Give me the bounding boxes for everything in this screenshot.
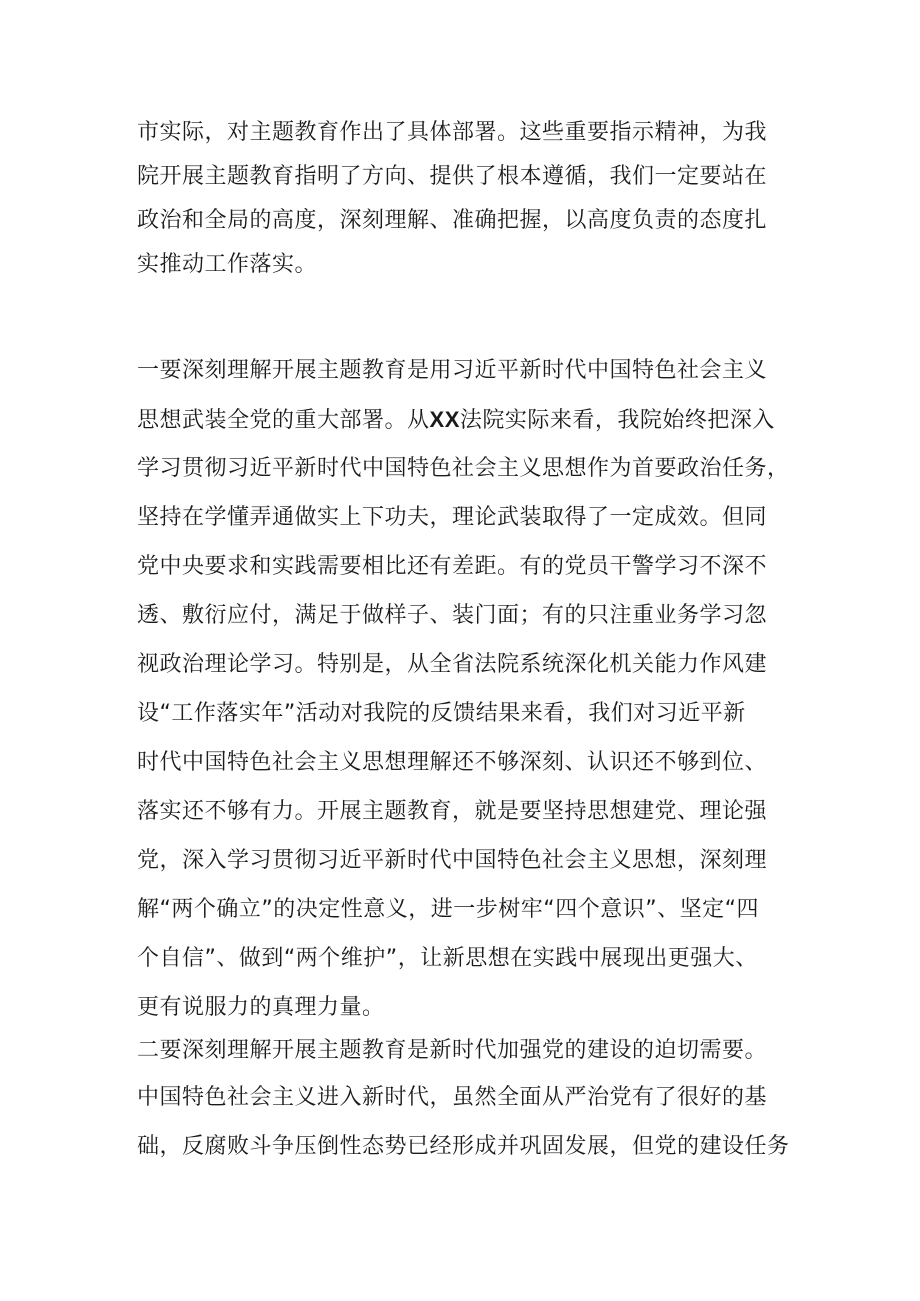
intro-line-2: 院开展主题教育指明了方向、提供了根本遵循，我们一定要站在 — [137, 164, 768, 189]
section1-line-2-end: 法院实际来看，我院始终把深入 — [459, 408, 775, 433]
section1-line-11: 党，深入学习贯彻习近平新时代中国特色社会主义思想，深刻理 — [137, 848, 768, 873]
section2-line-3: 础，反腐败斗争压倒性态势已经形成并巩固发展，但党的建设任务 — [137, 1134, 790, 1159]
section1-line-2 — [137, 404, 775, 436]
section1-line-4: 坚持在学懂弄通做实上下功夫，理论武装取得了一定成效。但同 — [137, 505, 768, 530]
section1-line-14: 更有说服力的真理力量。 — [137, 995, 385, 1020]
section1-line-13: 个自信”、做到“两个维护”，让新思想在实践中展现出更强大、 — [137, 946, 758, 971]
section1-line-10: 落实还不够有力。开展主题教育，就是要坚持思想建党、理论强 — [137, 799, 768, 824]
section1-line-5: 党中央要求和实践需要相比还有差距。有的党员干警学习不深不 — [137, 554, 768, 579]
section1-line-7: 视政治理论学习。特别是，从全省法院系统深化机关能力作风建 — [137, 652, 768, 677]
intro-line-3: 政治和全局的高度，深刻理解、准确把握，以高度负责的态度扎 — [137, 208, 768, 233]
section1-line-1: 一要深刻理解开展主题教育是用习近平新时代中国特色社会主义 — [137, 358, 768, 383]
section2-line-2: 中国特色社会主义进入新时代，虽然全面从严治党有了很好的基 — [137, 1085, 768, 1110]
section2-line-1: 二要深刻理解开展主题教育是新时代加强党的建设的迫切需要。 — [137, 1038, 768, 1063]
intro-line-4: 实推动工作落实。 — [137, 252, 318, 277]
intro-line-1: 市实际，对主题教育作出了具体部署。这些重要指示精神，为我 — [137, 120, 768, 145]
court-name-placeholder: XX — [429, 407, 460, 432]
section1-line-3: 学习贯彻习近平新时代中国特色社会主义思想作为首要政治任务， — [137, 456, 790, 481]
section1-line-2-start: 思想武装全党的重大部署。从 — [137, 408, 430, 433]
section1-line-8: 设“工作落实年”活动对我院的反馈结果来看，我们对习近平新 — [137, 701, 746, 726]
section1-line-9: 时代中国特色社会主义思想理解还不够深刻、认识还不够到位、 — [137, 750, 768, 775]
section1-line-6: 透、敷衍应付，满足于做样子、装门面；有的只注重业务学习忽 — [137, 603, 768, 628]
section1-line-12: 解“两个确立”的决定性意义，进一步树牢“四个意识”、坚定“四 — [137, 897, 759, 922]
